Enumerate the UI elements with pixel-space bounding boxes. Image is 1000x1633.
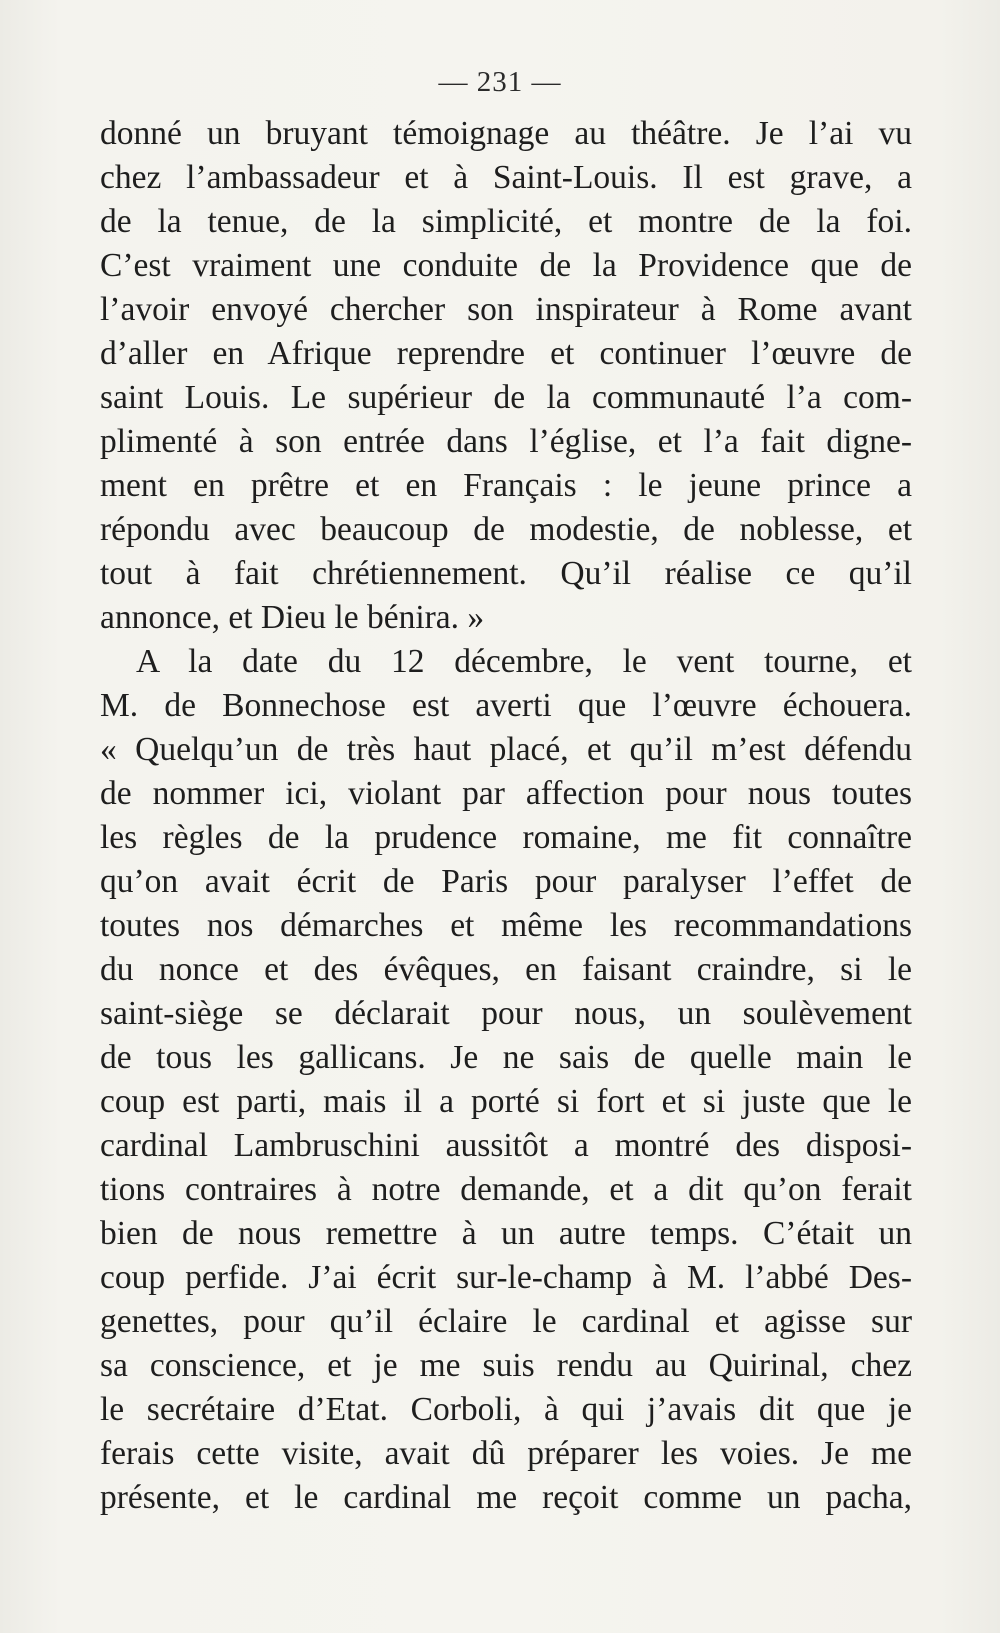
text-line: le secrétaire d’Etat. Corboli, à qui j’avais dit que je (100, 1391, 912, 1428)
text-line: cardinal Lambruschini aussitôt a montré des disposi- (100, 1127, 912, 1164)
text-line: du nonce et des évêques, en faisant craindre, si le (100, 951, 912, 988)
text-line: C’est vraiment une conduite de la Providence que de (100, 247, 912, 284)
page-text (100, 112, 912, 1520)
text-line: tions contraires à notre demande, et a dit qu’on ferait (100, 1171, 912, 1208)
text-line: donné un bruyant témoignage au théâtre. Je l’ai vu (100, 115, 912, 152)
text-line: l’avoir envoyé chercher son inspirateur à Rome avant (100, 291, 912, 328)
text-line: chez l’ambassadeur et à Saint-Louis. Il est grave, a (100, 159, 912, 196)
text-line: M. de Bonnechose est averti que l’œuvre échouera. (100, 687, 912, 724)
text-line: plimenté à son entrée dans l’église, et l’a fait digne- (100, 423, 912, 460)
text-line: de tous les gallicans. Je ne sais de quelle main le (100, 1039, 912, 1076)
text-line: d’aller en Afrique reprendre et continuer l’œuvre de (100, 335, 912, 372)
text-line: annonce, et Dieu le bénira. » (100, 599, 485, 636)
text-line: genettes, pour qu’il éclaire le cardinal et agisse sur (100, 1303, 912, 1340)
text-line: bien de nous remettre à un autre temps. C’était un (100, 1215, 912, 1252)
text-line: saint-siège se déclarait pour nous, un soulèvement (100, 995, 912, 1032)
text-line: les règles de la prudence romaine, me fit connaître (100, 819, 912, 856)
text-line: présente, et le cardinal me reçoit comme un pacha, (100, 1479, 912, 1516)
text-line: de nommer ici, violant par affection pour nous toutes (100, 775, 912, 812)
text-line: ferais cette visite, avait dû préparer les voies. Je me (100, 1435, 912, 1472)
text-line: « Quelqu’un de très haut placé, et qu’il m’est défendu (100, 731, 912, 768)
text-line: A la date du 12 décembre, le vent tourne, et (136, 643, 912, 680)
text-line: toutes nos démarches et même les recommandations (100, 907, 912, 944)
text-line: de la tenue, de la simplicité, et montre de la foi. (100, 203, 912, 240)
page-number: — 231 — (438, 66, 562, 98)
text-line: saint Louis. Le supérieur de la communauté l’a com- (100, 379, 912, 416)
text-line: répondu avec beaucoup de modestie, de noblesse, et (100, 511, 912, 548)
text-line: sa conscience, et je me suis rendu au Quirinal, chez (100, 1347, 912, 1384)
text-line: qu’on avait écrit de Paris pour paralyser l’effet de (100, 863, 912, 900)
text-line: coup perfide. J’ai écrit sur-le-champ à M. l’abbé Des- (100, 1259, 912, 1296)
text-line: coup est parti, mais il a porté si fort et si juste que le (100, 1083, 912, 1120)
text-line: tout à fait chrétiennement. Qu’il réalise ce qu’il (100, 555, 912, 592)
text-line: ment en prêtre et en Français : le jeune prince a (100, 467, 912, 504)
